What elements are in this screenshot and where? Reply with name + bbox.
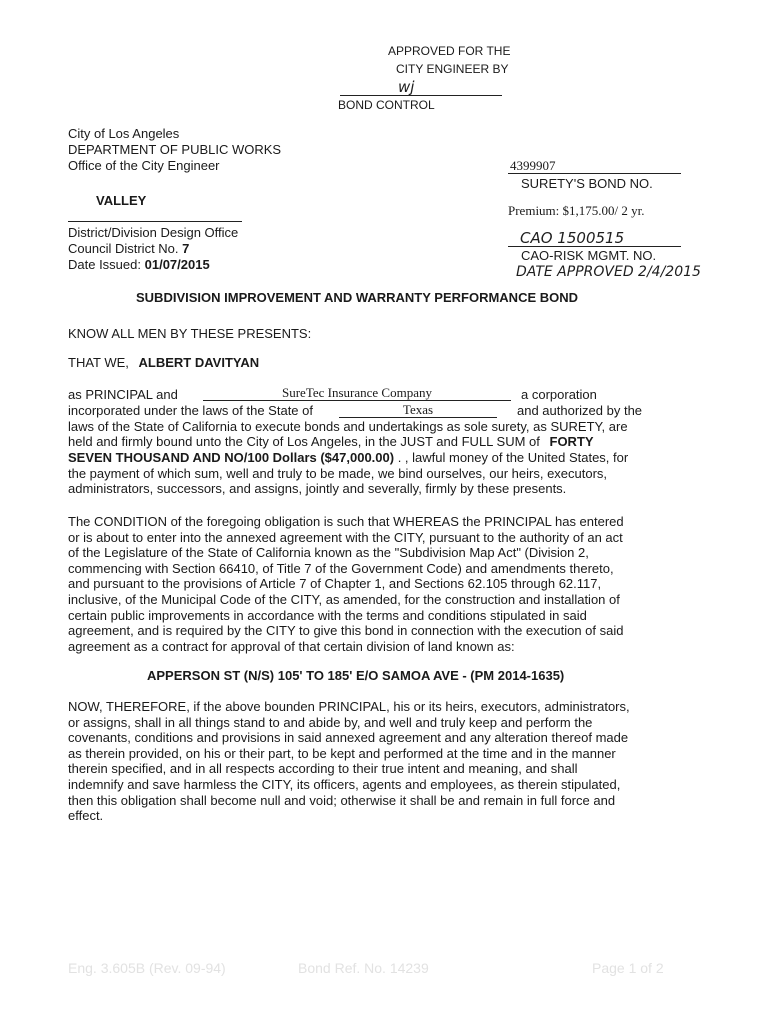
council-district [68, 241, 189, 257]
land-division-title: APPERSON ST (N/S) 105' TO 185' E/O SAMOA AVE - (PM 2014-1635) [147, 668, 565, 683]
principal-line-5-rest: . , lawful money of the United States, for [397, 450, 629, 465]
principal-line-4 [68, 434, 594, 450]
condition-line: agreement as a contract for approval of that certain division of land known as: [68, 638, 515, 654]
footer-bond-ref: Bond Ref. No. 14239 [298, 960, 429, 976]
authorized-label: and authorized by the [517, 403, 643, 418]
surety-bond-number: 4399907 [510, 158, 556, 173]
agency-office: Office of the City Engineer [68, 158, 220, 173]
a-corporation-label: a corporation [521, 387, 597, 402]
condition-paragraph [68, 514, 624, 654]
approval-signature-line [340, 95, 502, 96]
principal-line-7: administrators, successors, and assigns, jointly and severally, firmly by these presents. [68, 481, 567, 496]
incorporated-label: incorporated under the laws of the State of [68, 403, 313, 418]
council-label: Council District No. [68, 241, 179, 256]
footer-page-number: Page 1 of 2 [592, 960, 664, 976]
approval-initials: wj [398, 78, 415, 96]
condition-line: of the Legislature of the State of California known as the "Subdivision Map Act" (Division 2, [68, 545, 589, 561]
condition-line: agreement, and is required by the CITY to give this bond in connection with the execution of said [68, 623, 624, 639]
approval-line-2: CITY ENGINEER BY [396, 62, 509, 76]
now-therefore-line: indemnify and save harmless the CITY, its officers, agents and employees, as therein stipulated, [68, 776, 621, 792]
premium-text: Premium: $1,175.00/ 2 yr. [508, 203, 645, 218]
date-issued-label: Date Issued: [68, 257, 141, 272]
principal-line-3: laws of the State of California to execute bonds and undertakings as sole surety, as SURETY, are [68, 419, 628, 434]
now-therefore-line: then this obligation shall become null and void; otherwise it shall be and remain in full force and [68, 792, 616, 808]
now-therefore-line: therein specified, and in all respects according to their true intent and meaning, and shall [68, 761, 578, 777]
cao-label: CAO-RISK MGMT. NO. [521, 248, 657, 263]
that-we-label: THAT WE, [68, 355, 129, 370]
cao-number: CAO 1500515 [520, 229, 625, 247]
bond-control-label: BOND CONTROL [338, 98, 435, 112]
surety-bond-label: SURETY'S BOND NO. [521, 176, 653, 191]
district-name: VALLEY [96, 193, 147, 208]
date-issued-value: 01/07/2015 [144, 257, 210, 272]
surety-company-field [203, 384, 511, 402]
date-issued [68, 257, 210, 273]
date-approved-handwritten: DATE APPROVED 2/4/2015 [516, 264, 701, 280]
cao-underline [508, 246, 681, 247]
as-principal-label: as PRINCIPAL and [68, 387, 178, 402]
district-label: District/Division Design Office [68, 225, 239, 240]
principal-line-5 [68, 450, 628, 466]
now-therefore-line: covenants, conditions and provisions in said annexed agreement and any alteration thereof made [68, 730, 629, 746]
know-all-men: KNOW ALL MEN BY THESE PRESENTS: [68, 326, 312, 341]
footer-form-number: Eng. 3.605B (Rev. 09-94) [68, 960, 226, 976]
principal-line-1 [68, 387, 178, 403]
now-therefore-paragraph [68, 699, 630, 824]
condition-line: and pursuant to the provisions of Article 7 of Chapter 1, and Sections 62.105 through 62.117, [68, 576, 602, 592]
now-therefore-line: as therein provided, on his or their part, to be kept and performed at the time and in the manner [68, 745, 616, 761]
agency-department: DEPARTMENT OF PUBLIC WORKS [68, 142, 282, 157]
principal-line-6: the payment of which sum, well and truly to be made, we bind ourselves, our heirs, executors, [68, 466, 608, 481]
agency-city: City of Los Angeles [68, 126, 180, 141]
now-therefore-line: NOW, THEREFORE, if the above bounden PRINCIPAL, his or its heirs, executors, administrators, [68, 699, 630, 714]
sum-words: SEVEN THOUSAND AND NO/100 Dollars ($47,000.00) [68, 450, 395, 465]
condition-line: certain public improvements in accordance with the terms and conditions stipulated in said [68, 607, 587, 623]
council-value: 7 [182, 241, 190, 256]
condition-line: commencing with Section 66410, of Title 7 of the Government Code) and amendments thereto, [68, 560, 614, 576]
bond-number-underline [508, 173, 681, 174]
district-underline [68, 221, 242, 222]
now-therefore-line: effect. [68, 808, 104, 824]
approval-line-1: APPROVED FOR THE [388, 44, 511, 58]
sum-words-start: FORTY [549, 434, 594, 449]
condition-line: or is about to enter into the annexed agreement with the CITY, pursuant to the authority of an act [68, 529, 623, 545]
state-field [339, 401, 497, 419]
principal-name: ALBERT DAVITYAN [138, 355, 260, 370]
condition-line: inclusive, of the Municipal Code of the CITY, as amended, for the construction and installation of [68, 591, 620, 607]
state-value: Texas [339, 403, 497, 418]
condition-line: The CONDITION of the foregoing obligation is such that WHEREAS the PRINCIPAL has entered [68, 514, 624, 529]
that-we-line [68, 355, 259, 371]
document-title: SUBDIVISION IMPROVEMENT AND WARRANTY PERFORMANCE BOND [136, 290, 579, 305]
now-therefore-line: or assigns, shall in all things stand to and abide by, and well and truly keep and perform the [68, 714, 593, 730]
principal-line-4-text: held and firmly bound unto the City of Los Angeles, in the JUST and FULL SUM of [68, 434, 540, 449]
surety-company-name: SureTec Insurance Company [203, 386, 511, 401]
